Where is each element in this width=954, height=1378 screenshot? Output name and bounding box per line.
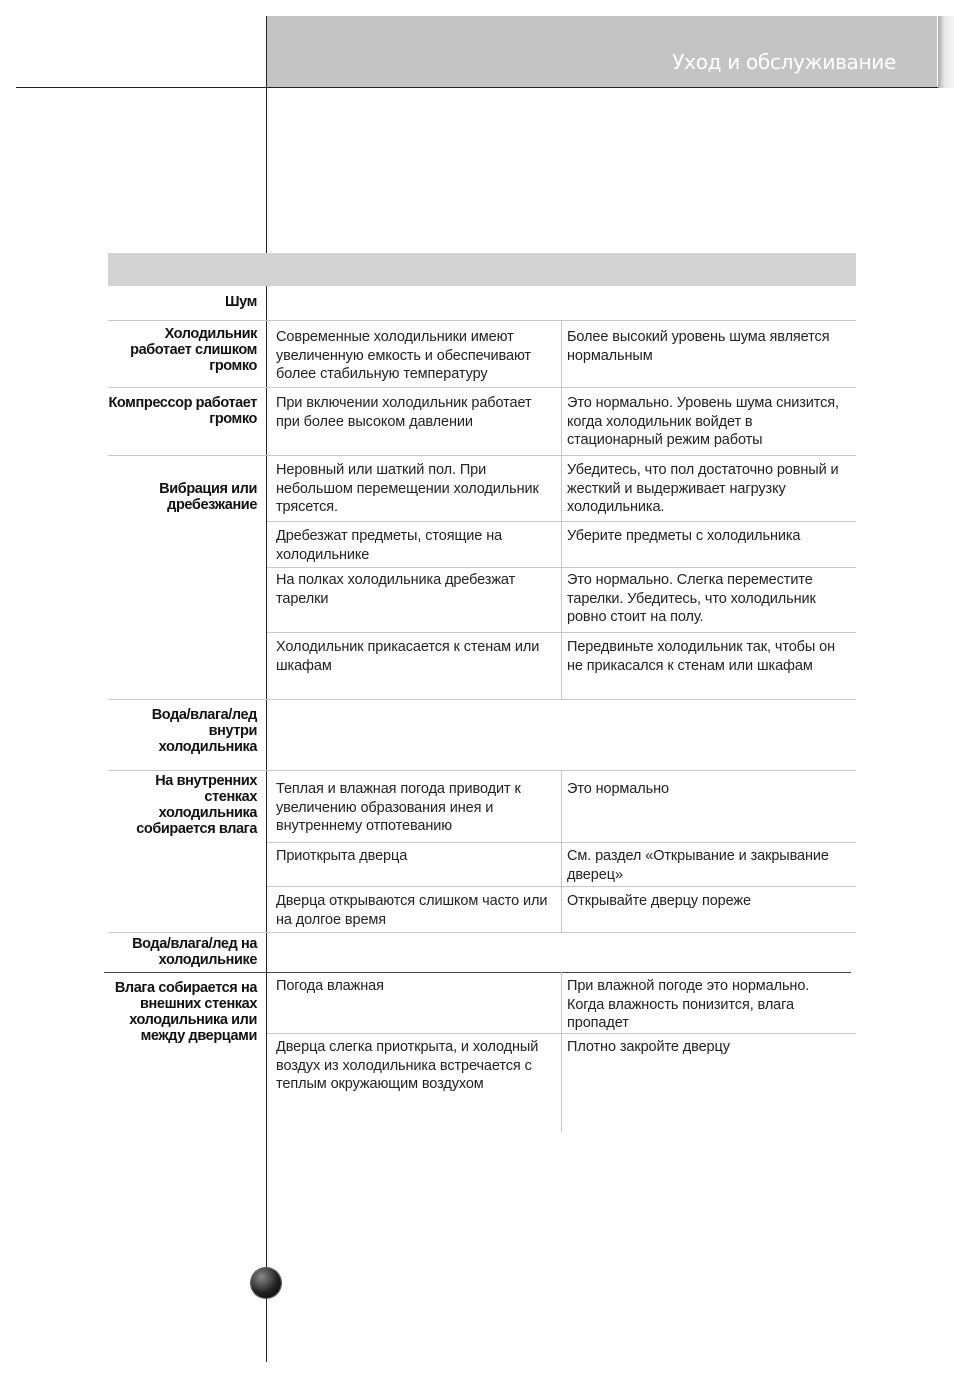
section-label-inner-walls: На внутренних стенках холодильника собирается влага	[136, 773, 257, 837]
solution-cell: Это нормально. Уровень шума снизится, когда холодильник войдет в стационарный режим работы	[567, 395, 839, 448]
column-separator	[561, 320, 562, 699]
table-header-band	[108, 253, 856, 286]
solution-cell: Открывайте дверцу пореже	[567, 893, 751, 909]
row-separator	[108, 932, 856, 933]
solution-cell: Убедитесь, что пол достаточно ровный и жесткий и выдерживает нагрузку холодильника.	[567, 462, 839, 515]
solution-cell: Это нормально. Слегка переместите тарелки. Убедитесь, что холодильник ровно стоит на полу.	[567, 572, 816, 625]
section-label-noise: Шум	[225, 294, 257, 310]
cause-cell: Погода влажная	[276, 978, 384, 994]
cause-cell: Приоткрыта дверца	[276, 848, 408, 864]
header-edge-tab	[938, 16, 954, 88]
page-marker-dot	[251, 1268, 281, 1298]
cause-cell: Дверца слегка приоткрыта, и холодный воздух из холодильника встречается с теплым окружающим воздухом	[276, 1039, 539, 1092]
page-title: Уход и обслуживание	[672, 50, 896, 74]
solution-cell: Более высокий уровень шума является нормальным	[567, 329, 830, 364]
row-separator	[108, 387, 856, 388]
solution-cell: Уберите предметы с холодильника	[567, 528, 801, 544]
solution-cell: Плотно закройте дверцу	[567, 1039, 730, 1055]
cause-cell: Дверца открываются слишком часто или на долгое время	[276, 893, 548, 928]
row-separator	[104, 972, 851, 973]
section-label-compressor: Компрессор работает громко	[108, 395, 257, 427]
section-label-water-inside: Вода/влага/лед внутри холодильника	[151, 707, 257, 755]
cause-cell: При включении холодильник работает при более высоком давлении	[276, 395, 532, 430]
solution-cell: Передвиньте холодильник так, чтобы он не прикасался к стенам или шкафам	[567, 639, 835, 674]
section-label-too-loud: Холодильник работает слишком громко	[130, 326, 257, 374]
cause-cell: Холодильник прикасается к стенам или шкафам	[276, 639, 540, 674]
section-label-water-outside: Вода/влага/лед на холодильнике	[132, 936, 257, 968]
row-separator	[108, 770, 856, 771]
cause-cell: Неровный или шаткий пол. При небольшом перемещении холодильник трясется.	[276, 462, 539, 515]
solution-cell: См. раздел «Открывание и закрывание дверец»	[567, 848, 829, 883]
cause-cell: Дребезжат предметы, стоящие на холодильнике	[276, 528, 503, 563]
row-separator	[108, 699, 856, 700]
cause-cell: Теплая и влажная погода приводит к увеличению образования инея и внутреннему отпотеванию	[276, 781, 521, 834]
cause-cell: На полках холодильника дребезжат тарелки	[276, 572, 516, 607]
header-rule	[16, 87, 938, 88]
section-label-vibration: Вибрация или дребезжание	[159, 481, 257, 513]
section-label-outer-walls: Влага собирается на внешних стенках холодильника или между дверцами	[114, 980, 257, 1044]
column-separator	[561, 972, 562, 1132]
row-separator	[108, 320, 856, 321]
column-separator	[561, 770, 562, 932]
cause-cell: Современные холодильники имеют увеличенную емкость и обеспечивают более стабильную температуру	[276, 329, 531, 382]
row-separator	[108, 455, 856, 456]
margin-rule	[266, 16, 267, 1362]
solution-cell: Это нормально	[567, 781, 669, 797]
solution-cell: При влажной погоде это нормально. Когда влажность понизится, влага пропадет	[567, 978, 810, 1031]
